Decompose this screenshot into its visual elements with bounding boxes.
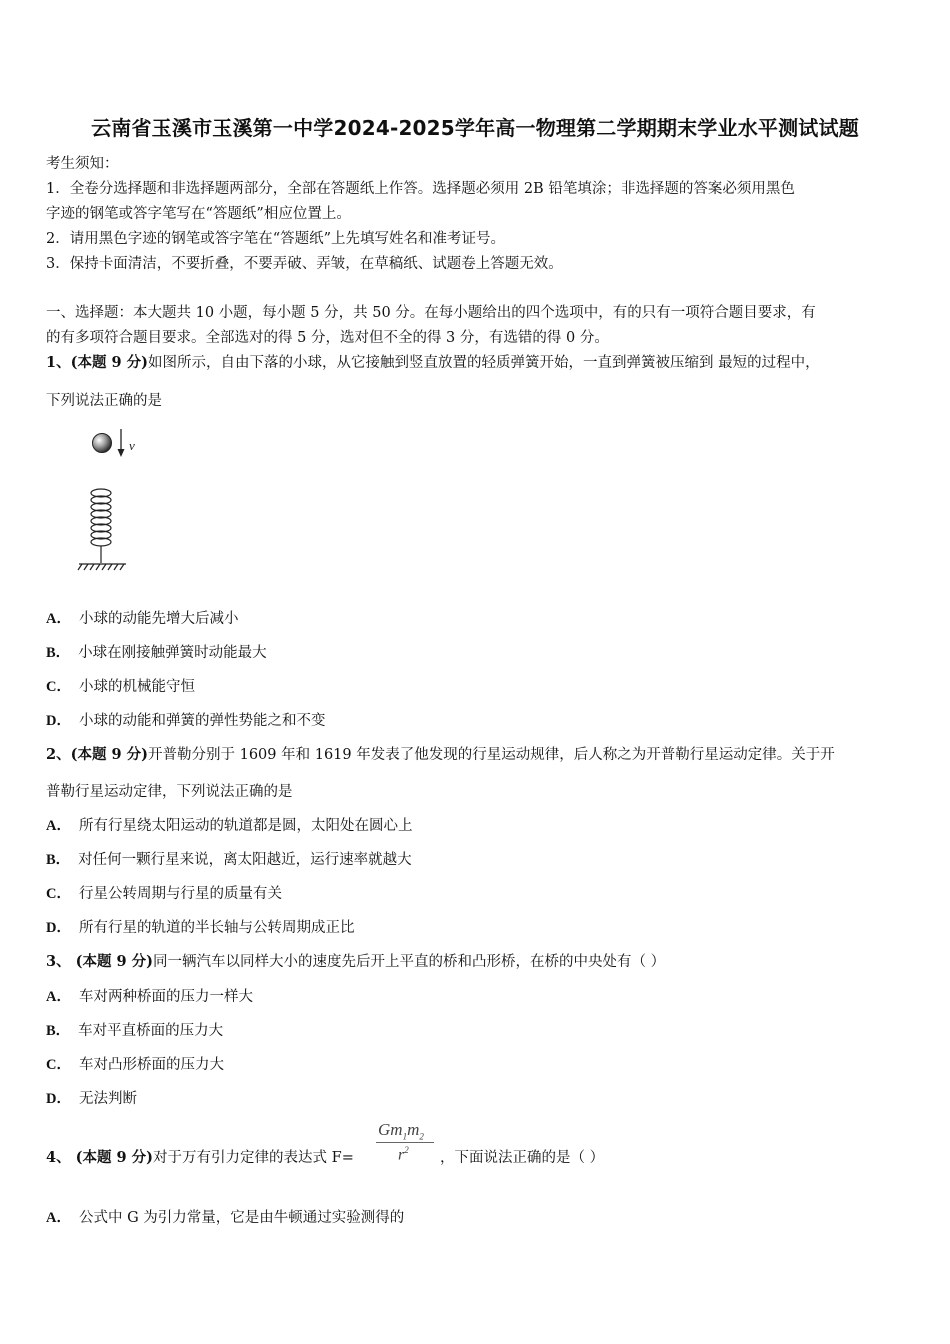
spring [91,489,111,563]
q1-option-d[interactable]: D． 小球的动能和弹簧的弹性势能之和不变 [46,713,326,729]
question-4-number: 4、 (本题 9 分) [46,1149,154,1166]
question-4-line-a [46,1146,354,1167]
ball-spring-figure [74,425,164,575]
q3-option-d[interactable]: D． 无法判断 [46,1091,137,1107]
q3-option-b[interactable]: B． 车对平直桥面的压力大 [46,1023,224,1039]
question-2-text-b: 普勒行星运动定律，下列说法正确的是 [46,784,293,800]
formula-fraction-bar [376,1142,434,1143]
formula-numerator: $Gm_1m_2$ [378,1120,424,1142]
q1-option-b[interactable]: B． 小球在刚接触弹簧时动能最大 [46,645,267,661]
q2-option-a[interactable]: A． 所有行星绕太阳运动的轨道都是圆，太阳处在圆心上 [46,818,413,834]
q2-option-d[interactable]: D． 所有行星的轨道的半长轴与公转周期成正比 [46,920,355,936]
notice-line-1b: 字迹的钢笔或答字笔写在“答题纸”相应位置上。 [46,206,351,222]
formula-denominator: $r^2$ [398,1145,409,1164]
section-instructions-2: 的有多项符合题目要求。全部选对的得 5 分，选对但不全的得 3 分，有选错的得 0 分。 [46,330,609,346]
question-3-line [46,950,665,971]
question-3-text: 同一辆汽车以同样大小的速度先后开上平直的桥和凸形桥，在桥的中央处有（ ） [153,954,666,970]
notice-line-2: 2．请用黑色字迹的钢笔或答字笔在“答题纸”上先填写姓名和准考证号。 [46,231,506,247]
q3-option-a[interactable]: A． 车对两种桥面的压力一样大 [46,989,253,1005]
q4-option-a[interactable]: A． 公式中 G 为引力常量，它是由牛顿通过实验测得的 [46,1210,405,1226]
gravitation-formula [376,1120,436,1170]
document-title: 云南省玉溪市玉溪第一中学2024-2025学年高一物理第二学期期末学业水平测试试题 [91,116,859,140]
notice-line-1a: 1．全卷分选择题和非选择题两部分，全部在答题纸上作答。选择题必须用 2B 铅笔填涂；非选择题的答案必须用黑色 [46,181,795,197]
q1-option-c[interactable]: C． 小球的机械能守恒 [46,679,195,695]
q1-option-a[interactable]: A． 小球的动能先增大后减小 [46,611,239,627]
question-3-number: 3、 (本题 9 分) [46,953,154,970]
question-1-line-a [46,351,820,372]
ground [78,564,126,570]
question-2-line-a [46,743,835,764]
question-2-text-a: 开普勒分别于 1609 年和 1619 年发表了他发现的行星运动规律，后人称之为开普勒行星运动定律。关于开 [148,747,835,763]
velocity-label: v [129,438,135,453]
ball [93,434,112,453]
question-4-text-a: 对于万有引力定律的表达式 F= [153,1150,354,1166]
q2-option-b[interactable]: B． 对任何一颗行星来说，离太阳越近，运行速率就越大 [46,852,412,868]
question-1-number: 1、(本题 9 分) [46,354,148,371]
notice-heading: 考生须知： [46,156,119,172]
velocity-arrow-head [118,449,125,457]
question-2-number: 2、(本题 9 分) [46,746,148,763]
question-4-text-b: ，下面说法正确的是（ ） [440,1150,605,1166]
q3-option-c[interactable]: C． 车对凸形桥面的压力大 [46,1057,224,1073]
question-1-text-b: 下列说法正确的是 [46,393,162,409]
notice-line-3: 3．保持卡面清洁，不要折叠，不要弄破、弄皱，在草稿纸、试题卷上答题无效。 [46,256,563,272]
section-instructions-1: 一、选择题：本大题共 10 小题，每小题 5 分，共 50 分。在每小题给出的四个选项中，有的只有一项符合题目要求，有 [46,305,816,321]
question-1-text-a: 如图所示，自由下落的小球，从它接触到竖直放置的轻质弹簧开始，一直到弹簧被压缩到 最短的过程中， [148,355,820,371]
q2-option-c[interactable]: C． 行星公转周期与行星的质量有关 [46,886,282,902]
